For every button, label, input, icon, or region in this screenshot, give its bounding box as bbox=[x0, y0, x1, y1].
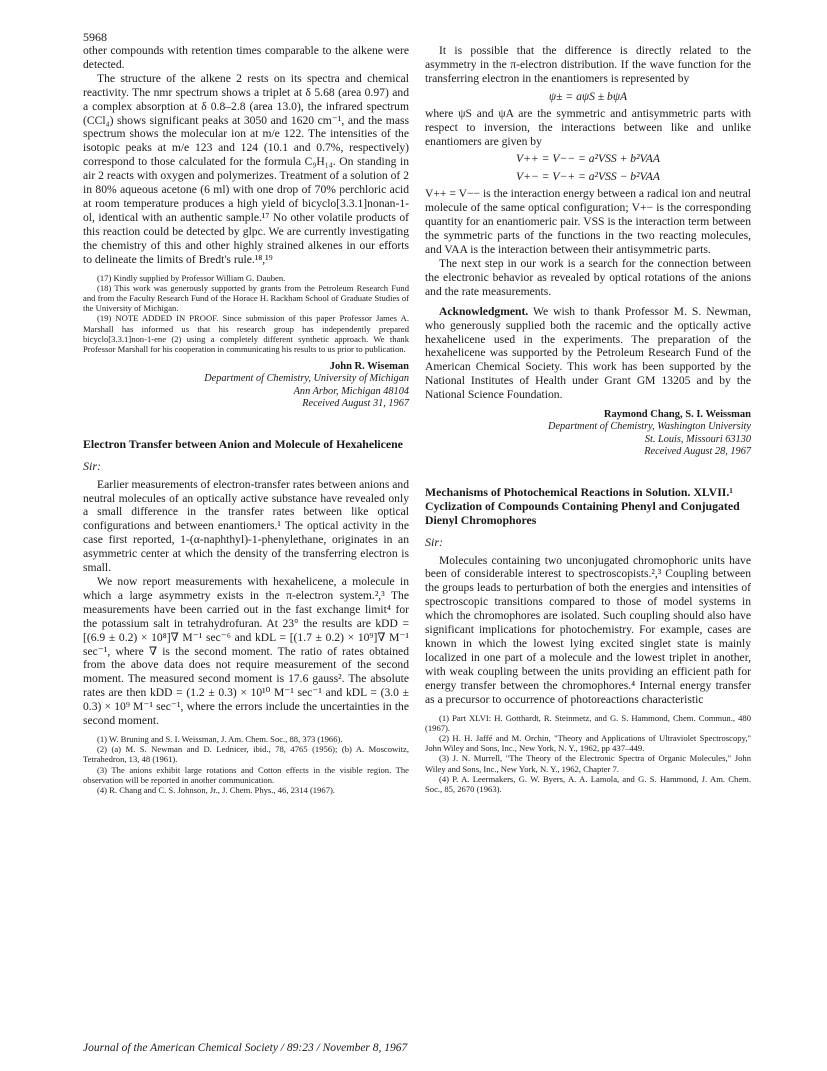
paragraph: other compounds with retention times comparable to the alkene were detected. bbox=[83, 44, 409, 71]
footnote: (2) H. H. Jaffé and M. Orchin, "Theory and Applications of Ultraviolet Spectroscopy," John Wiley and Sons, Inc., New York, N. Y., 1962, pp 437–449. bbox=[425, 732, 751, 754]
paragraph: It is possible that the difference is directly related to the asymmetry in the π-electron distribution. If the wave function for the transferring electron in the enantiomers is represented by bbox=[425, 44, 751, 85]
acknowledgment bbox=[425, 305, 751, 402]
author-signature bbox=[83, 360, 409, 411]
right-column bbox=[425, 44, 751, 794]
paragraph: We now report measurements with hexahelicene, a molecule in which a large asymmetry exists in the π-electron system.²,³ The measurements have been carried out in the fast exchange limit⁴ for the potassium salt in tetrahydrofuran. At 23° the results are kDD = [(6.9 ± 0.2) × 10⁸]∇ M⁻¹ sec⁻⁶ and kDL = [(1.7 ± 0.2) × 10⁹]∇ M⁻¹ sec⁻¹, where ∇ is the second moment. The ratio of rates obtained from the above data does not require measurement of the second moment. The measured second moment is 17.6 gauss². The absolute rates are then kDD = (1.2 ± 0.3) × 10¹⁰ M⁻¹ sec⁻¹ and kDL = (3.0 ± 0.3) × 10⁹ M⁻¹ sec⁻¹, where the errors include the uncertainties in the second moment. bbox=[83, 574, 409, 728]
footnote: (17) Kindly supplied by Professor William G. Dauben. bbox=[97, 272, 286, 283]
footnote: (2) (a) M. S. Newman and D. Lednicer, ibid., 78, 4765 (1956); (b) A. Moscowitz, Tetrahedron, 13, 48 (1961). bbox=[83, 744, 409, 765]
article-title: Electron Transfer between Anion and Molecule of Hexahelicene bbox=[83, 436, 403, 451]
author-signature bbox=[425, 408, 751, 459]
footnotes bbox=[83, 273, 409, 355]
footnote: (19) NOTE ADDED IN PROOF. Since submission of this paper Professor James A. Marshall has informed us that his research group has independently prepared bicyclo[3.3.1]non-1-ene (2) using a completely different synthetic approach. We thank Professor Marshall for his cooperation in communicating his results to us prior to publication. bbox=[83, 313, 409, 354]
affiliation: Department of Chemistry, University of Michigan bbox=[204, 373, 409, 385]
article-title: Mechanisms of Photochemical Reactions in Solution. XLVII.¹ Cyclization of Compounds Containing Phenyl and Conjugated Dienyl Chromophores bbox=[425, 484, 740, 527]
paragraph: Molecules containing two unconjugated chromophoric units have been of considerable interest to spectroscopists.²,³ Coupling between the groups leads to perturbation of both the energies and intensities of spectroscopic transitions compared to those of model systems in which the chromophores are isolated. Such coupling should also have significant implications for photochemistry. For example, cases are known in which the lowest lying excited singlet state is mainly localized in one part of a molecule and the lowest triplet in another, with weak coupling between the units providing an efficient path for energy transfer between the chromophores.⁴ Internal energy transfer as a precursor to occurrence of photoreactions characteristic bbox=[425, 553, 751, 706]
acknowledgment-heading: Acknowledgment. bbox=[439, 304, 529, 318]
author-name: Raymond Chang, S. I. Weissman bbox=[603, 409, 751, 421]
paragraph: V++ = V−− is the interaction energy between a radical ion and neutral molecule of the same optical configuration; V+− is the corresponding quantity for an enantiomeric pair. VSS is the interaction term between the symmetric parts of the functions in the two reacting molecules, and VAA is the interaction between their antisymmetric parts. bbox=[425, 187, 751, 257]
salutation: Sir: bbox=[83, 458, 101, 473]
paragraph: The next step in our work is a search for the connection between the electronic behavior as revealed by optical rotations of the anions and the rate measurements. bbox=[425, 256, 751, 298]
footnote: (4) P. A. Leermakers, G. W. Byers, A. A. Lamola, and G. S. Hammond, J. Am. Chem. Soc., 85, 2670 (1963). bbox=[425, 773, 751, 794]
footnote: (3) The anions exhibit large rotations and Cotton effects in the visible region. The observation will be reported in another communication. bbox=[83, 764, 409, 785]
footnotes bbox=[425, 713, 751, 795]
equation: V+− = V−+ = a²VSS − b²VAA bbox=[516, 170, 660, 184]
footnotes bbox=[83, 734, 409, 795]
affiliation-city: St. Louis, Missouri 63130 bbox=[644, 433, 751, 445]
acknowledgment-text: We wish to thank Professor M. S. Newman, who generously supplied both the racemic and the optically active hexahelicene used in the experiments. The preparation of the hexahelicene was supported by the Petroleum Research Fund of the American Chemical Society. This work has been supported by the National Institutes of Health under Grant GM 13205 and by the National Science Foundation. bbox=[425, 304, 751, 402]
footnote: (3) J. N. Murrell, "The Theory of the Electronic Spectra of Organic Molecules," John Wiley and Sons, Inc., New York, N. Y., 1962, Chapter 7. bbox=[425, 753, 751, 774]
equation: V++ = V−− = a²VSS + b²VAA bbox=[516, 152, 660, 166]
left-column bbox=[83, 44, 409, 795]
received-date: Received August 31, 1967 bbox=[302, 398, 409, 410]
paragraph: Earlier measurements of electron-transfer rates between anions and neutral molecules of an optically active substance have revealed only a small difference in the transfer rates between like optical configurations and between enantiomers.¹ The optical activity in the case first reported, 1-(α-naphthyl)-1-phenylethane, originates in an asymmetric center at which the density of the transferring electron is small. bbox=[83, 477, 409, 575]
page-number: 5968 bbox=[83, 30, 107, 44]
footnote: (1) W. Bruning and S. I. Weissman, J. Am. Chem. Soc., 88, 373 (1966). bbox=[97, 733, 343, 744]
paragraph: The structure of the alkene 2 rests on its spectra and chemical reactivity. The nmr spectrum shows a triplet at δ 5.68 (area 0.97) and a complex absorption at δ 0.8–2.8 (area 13.0), the infrared spectrum (CCl₄) shows significant peaks at 3050 and 1620 cm⁻¹, and the mass spectrum shows the molecular ion at m/e 122. The intensities of the isotopic peaks at m/e 123 and 124 (10.1 and 0.7%, respectively) correspond to those calculated for the formula C₉H₁₄. On standing in air 2 reacts with oxygen and polymerizes. Treatment of a solution of 2 in 80% aqueous acetone (6 ml) with one drop of 70% perchloric acid at room temperature produces a high yield of bicyclo[3.3.1]nonan-1-ol, identical with an authentic sample.¹⁷ No other volatile products of this reaction could be detected by glpc. We are currently investigating the chemistry of this and other highly strained alkenes in our efforts to delineate the limits of Bredt's rule.¹⁸,¹⁹ bbox=[83, 71, 409, 266]
author-name: John R. Wiseman bbox=[329, 361, 409, 373]
journal-footer: Journal of the American Chemical Society / 89:23 / November 8, 1967 bbox=[83, 1042, 408, 1054]
footnote: (18) This work was generously supported by grants from the Petroleum Research Fund and from the Faculty Research Fund of the Horace H. Rackham School of Graduate Studies of the University of Michigan. bbox=[83, 282, 409, 314]
footnote: (4) R. Chang and C. S. Johnson, Jr., J. Chem. Phys., 46, 2314 (1967). bbox=[97, 784, 336, 795]
equation: ψ± = aψS ± bψA bbox=[548, 89, 628, 103]
affiliation: Department of Chemistry, Washington University bbox=[548, 421, 751, 433]
received-date: Received August 28, 1967 bbox=[644, 446, 751, 458]
paragraph: where ψS and ψA are the symmetric and antisymmetric parts with respect to inversion, the interactions between like and unlike enantiomers are given by bbox=[425, 106, 751, 148]
footnote: (1) Part XLVI: H. Gotthardt, R. Steinmetz, and G. S. Hammond, Chem. Commun., 480 (1967). bbox=[425, 712, 751, 733]
salutation: Sir: bbox=[425, 534, 443, 549]
affiliation-city: Ann Arbor, Michigan 48104 bbox=[293, 385, 409, 397]
